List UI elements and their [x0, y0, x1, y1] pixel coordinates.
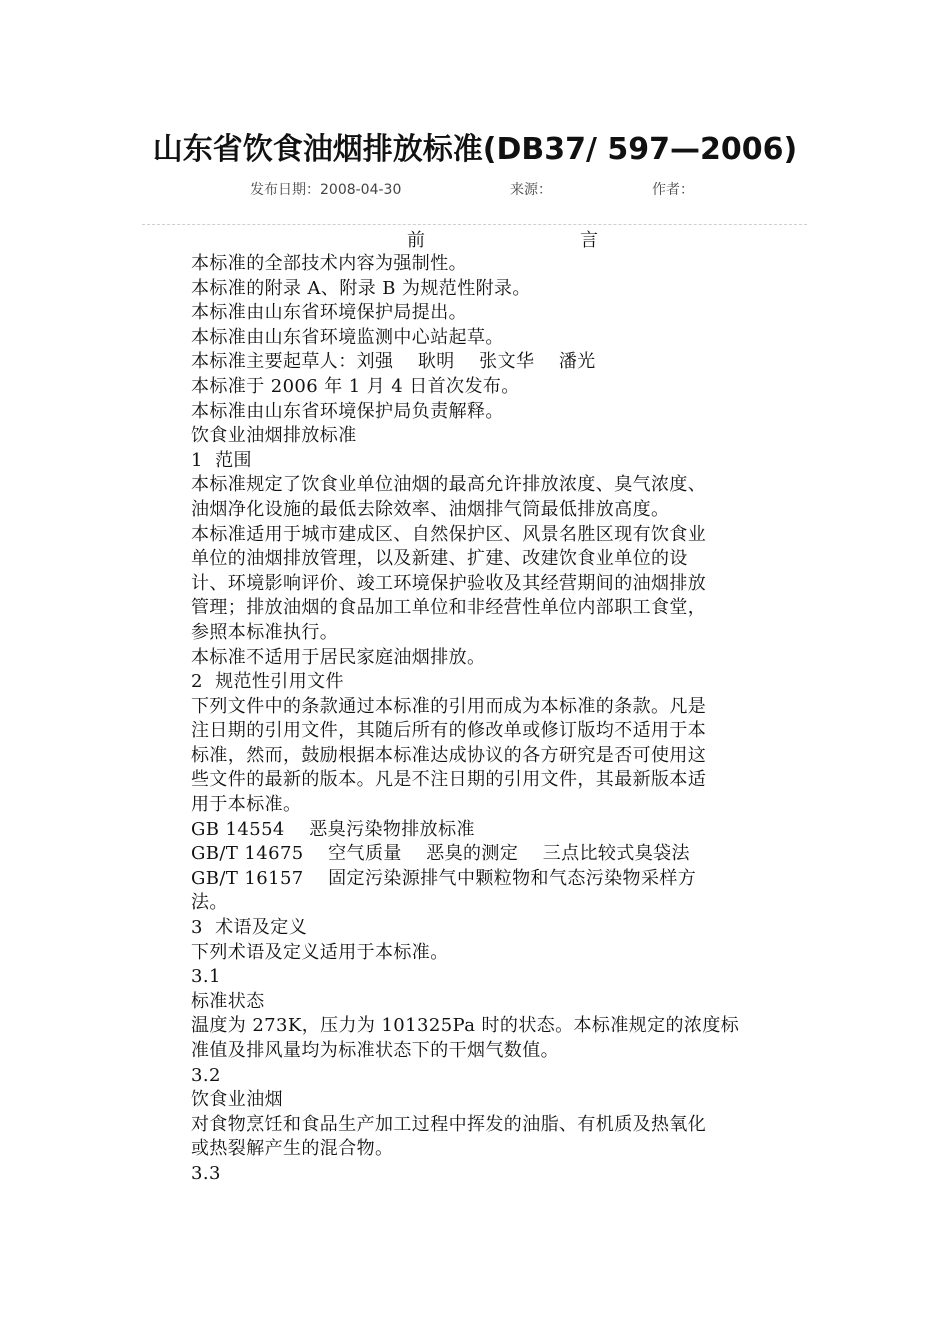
text-line: 单位的油烟排放管理，以及新建、扩建、改建饮食业单位的设 — [191, 548, 688, 570]
text-line: 或热裂解产生的混合物。 — [191, 1138, 394, 1160]
page-title: 山东省饮食油烟排放标准(DB37/ 597—2006) — [152, 132, 798, 167]
text-line: 油烟净化设施的最低去除效率、油烟排气筒最低排放高度。 — [191, 498, 670, 520]
preface-heading-left: 前 — [407, 230, 425, 251]
reference-item: GB/T 16157 固定污染源排气中颗粒物和气态污染物采样方 — [191, 867, 697, 889]
text-line: 计、环境影响评价、竣工环境保护验收及其经营期间的油烟排放 — [191, 572, 707, 594]
section-heading: 1 范围 — [191, 449, 252, 471]
text-line: 本标准由山东省环境保护局提出。 — [191, 302, 467, 324]
clause-number: 3.3 — [191, 1162, 221, 1184]
text-line: 下列术语及定义适用于本标准。 — [191, 941, 449, 963]
text-line: 对食物烹饪和食品生产加工过程中挥发的油脂、有机质及热氧化 — [191, 1113, 707, 1135]
text-line: 注日期的引用文件，其随后所有的修改单或修订版均不适用于本 — [191, 720, 707, 742]
author-label: 作者： — [652, 182, 694, 198]
clause-number: 3.1 — [191, 966, 221, 988]
text-line: 下列文件中的条款通过本标准的引用而成为本标准的条款。凡是 — [191, 695, 707, 717]
source-label: 来源： — [510, 182, 552, 198]
document-body — [191, 252, 761, 1187]
text-line: 本标准规定了饮食业单位油烟的最高允许排放浓度、臭气浓度、 — [191, 474, 707, 496]
text-line: 本标准的全部技术内容为强制性。 — [191, 253, 467, 274]
text-line: 准值及排风量均为标准状态下的干烟气数值。 — [191, 1040, 559, 1061]
header-divider — [142, 224, 807, 225]
term-title: 标准状态 — [191, 990, 265, 1012]
text-line: 法。 — [191, 892, 228, 914]
section-heading: 2 规范性引用文件 — [191, 671, 344, 693]
clause-number: 3.2 — [191, 1064, 221, 1086]
term-title: 饮食业油烟 — [191, 1089, 283, 1111]
reference-item: GB/T 14675 空气质量 恶臭的测定 三点比较式臭袋法 — [191, 843, 690, 865]
text-line: 本标准不适用于居民家庭油烟排放。 — [191, 646, 486, 668]
text-line: 温度为 273K，压力为 101325Pa 时的状态。本标准规定的浓度标 — [191, 1015, 740, 1037]
text-line: 些文件的最新的版本。凡是不注日期的引用文件，其最新版本适 — [191, 769, 707, 791]
text-line: 本标准由山东省环境监测中心站起草。 — [191, 326, 504, 348]
text-line: 本标准由山东省环境保护局负责解释。 — [191, 400, 504, 422]
text-line: 本标准主要起草人：刘强 耿明 张文华 潘光 — [191, 351, 596, 373]
text-line: 用于本标准。 — [191, 794, 302, 816]
reference-item: GB 14554 恶臭污染物排放标准 — [191, 818, 475, 840]
text-line: 本标准适用于城市建成区、自然保护区、风景名胜区现有饮食业 — [191, 523, 707, 545]
text-line: 标准，然而，鼓励根据本标准达成协议的各方研究是否可使用这 — [191, 744, 707, 766]
publish-date: 发布日期：2008-04-30 — [250, 182, 402, 198]
preface-heading-right: 言 — [580, 230, 598, 251]
text-line: 管理；排放油烟的食品加工单位和非经营性单位内部职工食堂， — [191, 597, 707, 619]
text-line: 本标准的附录 A、附录 B 为规范性附录。 — [191, 277, 531, 299]
section-heading: 3 术语及定义 — [191, 917, 308, 939]
text-line: 本标准于 2006 年 1 月 4 日首次发布。 — [191, 375, 520, 397]
text-line: 参照本标准执行。 — [191, 621, 339, 643]
section-heading: 饮食业油烟排放标准 — [191, 425, 357, 447]
